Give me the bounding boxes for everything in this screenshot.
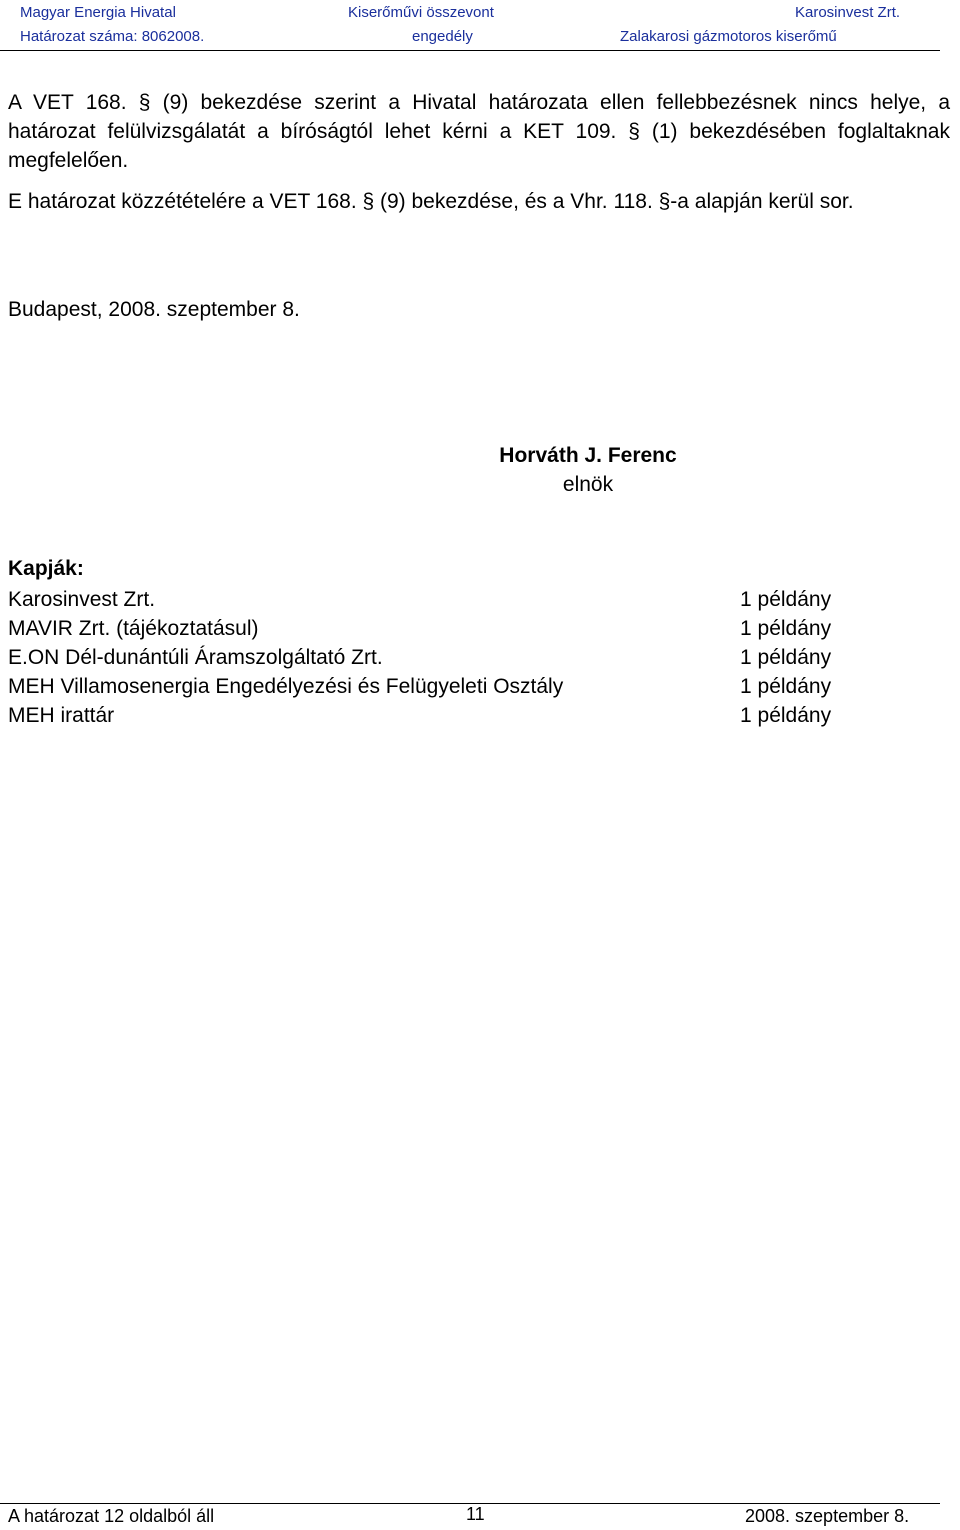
recipient-name: E.ON Dél-dunántúli Áramszolgáltató Zrt. <box>8 646 383 669</box>
body-paragraph-2 <box>8 187 950 216</box>
list-item <box>8 672 908 701</box>
signatory-name: Horváth J. Ferenc <box>499 444 677 467</box>
list-item <box>8 643 908 672</box>
list-item <box>8 701 908 730</box>
footer-page-count: A határozat 12 oldalból áll <box>8 1506 215 1526</box>
header-decision-number: Határozat száma: 8062008. <box>20 28 205 45</box>
paragraph-text: A VET 168. § (9) bekezdése szerint a Hivatal határozata ellen fellebbezésnek nincs helye, a határozat felülvizsgálatát a bíróságtól lehet kérni a KET 109. § (1) bekezdésében foglaltaknak megfelelően. <box>8 91 950 172</box>
header-org: Magyar Energia Hivatal <box>20 4 176 21</box>
body-paragraph-1 <box>8 88 950 175</box>
recipient-copies: 1 példány <box>740 617 832 640</box>
place-date: Budapest, 2008. szeptember 8. <box>8 298 300 321</box>
distribution-list <box>8 585 908 730</box>
list-item <box>8 614 908 643</box>
recipient-copies: 1 példány <box>740 646 832 669</box>
header-license: engedély <box>412 28 473 45</box>
paragraph-text: E határozat közzétételére a VET 168. § (9) bekezdése, és a Vhr. 118. §-a alapján kerül sor. <box>8 190 854 213</box>
footer-date: 2008. szeptember 8. <box>745 1506 910 1526</box>
recipient-copies: 1 példány <box>740 704 832 727</box>
header-company: Karosinvest Zrt. <box>795 4 901 21</box>
signatory-title: elnök <box>562 473 614 496</box>
header-doc-type: Kiserőművi összevont <box>348 4 494 21</box>
recipient-name: MEH irattár <box>8 704 115 727</box>
recipient-copies: 1 példány <box>740 675 832 698</box>
header-facility: Zalakarosi gázmotoros kiserőmű <box>620 28 837 45</box>
distribution-heading: Kapják: <box>8 557 84 580</box>
recipient-copies: 1 példány <box>740 588 832 611</box>
recipient-name: MEH Villamosenergia Engedélyezési és Felügyeleti Osztály <box>8 675 564 698</box>
footer-page-number: 11 <box>466 1504 485 1524</box>
page-header <box>0 0 960 48</box>
recipient-name: Karosinvest Zrt. <box>8 588 156 611</box>
header-rule <box>0 50 940 51</box>
page-footer <box>0 1500 960 1530</box>
list-item <box>8 585 908 614</box>
recipient-name: MAVIR Zrt. (tájékoztatásul) <box>8 617 259 640</box>
